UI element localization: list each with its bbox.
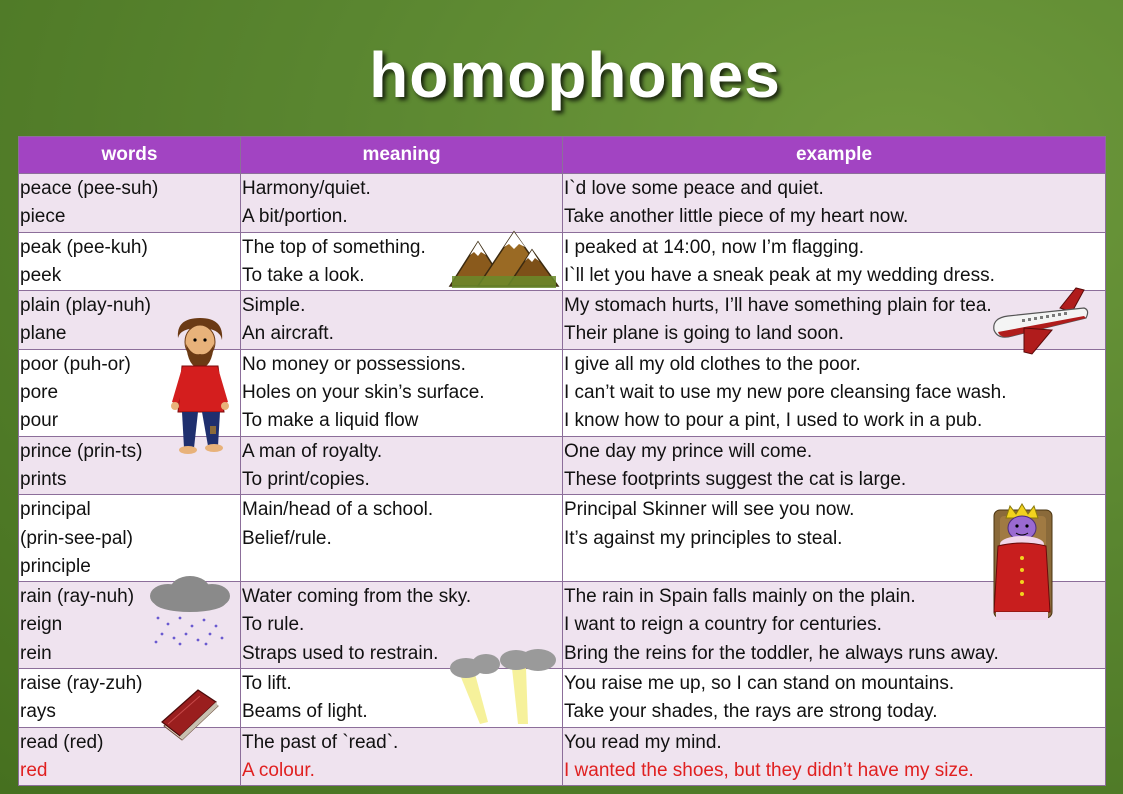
example-line: Take another little piece of my heart now. xyxy=(564,206,909,228)
meaning-line: The top of something. xyxy=(242,236,426,258)
meaning-line: A bit/portion. xyxy=(242,206,348,228)
words-cell xyxy=(19,174,241,233)
table-header-row xyxy=(19,137,1106,174)
meaning-line: An aircraft. xyxy=(242,323,334,345)
meaning-line: Main/head of a school. xyxy=(242,499,434,521)
table-row xyxy=(19,232,1106,291)
clouds-rays-icon xyxy=(448,646,560,728)
word-line: rein xyxy=(20,642,52,664)
word-line: peek xyxy=(20,264,62,286)
example-line: I peaked at 14:00, now I’m flagging. xyxy=(564,236,864,258)
meaning-cell xyxy=(241,291,563,350)
word-line: read (red) xyxy=(20,731,104,753)
meaning-line: No money or possessions. xyxy=(242,353,466,375)
meaning-line: To rule. xyxy=(242,614,305,636)
example-line: These footprints suggest the cat is large. xyxy=(564,468,907,490)
meaning-cell xyxy=(241,349,563,436)
word-line: (prin-see-pal) xyxy=(20,527,133,549)
example-line: I want to reign a country for centuries. xyxy=(564,614,882,636)
word-line: piece xyxy=(20,206,66,228)
word-line: prints xyxy=(20,468,67,490)
word-line: plain (play-nuh) xyxy=(20,295,151,317)
example-line-highlight: I wanted the shoes, but they didn’t have my size. xyxy=(564,759,974,781)
meaning-line: Water coming from the sky. xyxy=(242,586,472,608)
meaning-line: Simple. xyxy=(242,295,306,317)
example-cell xyxy=(563,174,1106,233)
page-title: homophones xyxy=(369,39,781,111)
example-line: Take your shades, the rays are strong today. xyxy=(564,701,938,723)
example-line: My stomach hurts, I’ll have something plain for tea. xyxy=(564,295,992,317)
meaning-line: To lift. xyxy=(242,673,292,695)
words-cell xyxy=(19,495,241,582)
word-line: plane xyxy=(20,323,67,345)
example-line: Principal Skinner will see you now. xyxy=(564,499,855,521)
example-line: I know how to pour a pint, I used to work in a pub. xyxy=(564,410,983,432)
word-line: prince (prin-ts) xyxy=(20,440,143,462)
words-cell xyxy=(19,232,241,291)
meaning-line: The past of `read`. xyxy=(242,731,399,753)
example-line: Their plane is going to land soon. xyxy=(564,323,844,345)
meaning-line: Harmony/quiet. xyxy=(242,178,371,199)
word-line: pore xyxy=(20,382,59,404)
airplane-icon xyxy=(988,286,1092,356)
example-cell xyxy=(563,727,1106,786)
mountains-icon xyxy=(448,228,560,290)
example-line: The rain in Spain falls mainly on the plain. xyxy=(564,586,916,608)
example-line: One day my prince will come. xyxy=(564,440,813,462)
example-cell xyxy=(563,669,1106,728)
meaning-line: To print/copies. xyxy=(242,468,370,490)
meaning-cell xyxy=(241,495,563,582)
word-line: raise (ray-zuh) xyxy=(20,673,143,695)
king-icon xyxy=(984,500,1060,622)
word-line: peak (pee-kuh) xyxy=(20,236,148,258)
meaning-line: A man of royalty. xyxy=(242,440,383,462)
word-line: principal xyxy=(20,499,91,521)
column-header-example: example xyxy=(563,137,1106,174)
meaning-line: To take a look. xyxy=(242,264,365,286)
meaning-line: To make a liquid flow xyxy=(242,410,419,432)
word-line-highlight: red xyxy=(20,759,48,781)
word-line: reign xyxy=(20,614,63,636)
book-icon xyxy=(160,688,222,746)
meaning-line: Beams of light. xyxy=(242,701,368,723)
meaning-line: Belief/rule. xyxy=(242,527,332,549)
poor-man-icon xyxy=(168,316,234,456)
example-line: I`d love some peace and quiet. xyxy=(564,178,824,199)
table-row xyxy=(19,495,1106,582)
meaning-line: Holes on your skin’s surface. xyxy=(242,382,485,404)
meaning-line-highlight: A colour. xyxy=(242,759,315,781)
word-line: poor (puh-or) xyxy=(20,353,131,375)
word-line: peace (pee-suh) xyxy=(20,178,159,199)
example-cell xyxy=(563,232,1106,291)
rain-cloud-icon xyxy=(146,574,232,646)
meaning-cell xyxy=(241,174,563,233)
meaning-cell xyxy=(241,436,563,495)
example-line: I give all my old clothes to the poor. xyxy=(564,353,861,375)
column-header-meaning: meaning xyxy=(241,137,563,174)
example-cell xyxy=(563,436,1106,495)
example-line: It’s against my principles to steal. xyxy=(564,527,843,549)
example-line: You raise me up, so I can stand on mountains. xyxy=(564,673,955,695)
word-line: rain (ray-nuh) xyxy=(20,586,135,608)
word-line: principle xyxy=(20,555,91,577)
example-cell xyxy=(563,349,1106,436)
meaning-cell xyxy=(241,727,563,786)
example-line: I can’t wait to use my new pore cleansing face wash. xyxy=(564,382,1007,404)
example-line: I`ll let you have a sneak peak at my wedding dress. xyxy=(564,264,995,286)
example-line: You read my mind. xyxy=(564,731,722,753)
meaning-line: Straps used to restrain. xyxy=(242,642,439,664)
example-line: Bring the reins for the toddler, he always runs away. xyxy=(564,642,999,664)
column-header-words: words xyxy=(19,137,241,174)
table-row xyxy=(19,174,1106,233)
word-line: pour xyxy=(20,410,59,432)
word-line: rays xyxy=(20,701,56,723)
